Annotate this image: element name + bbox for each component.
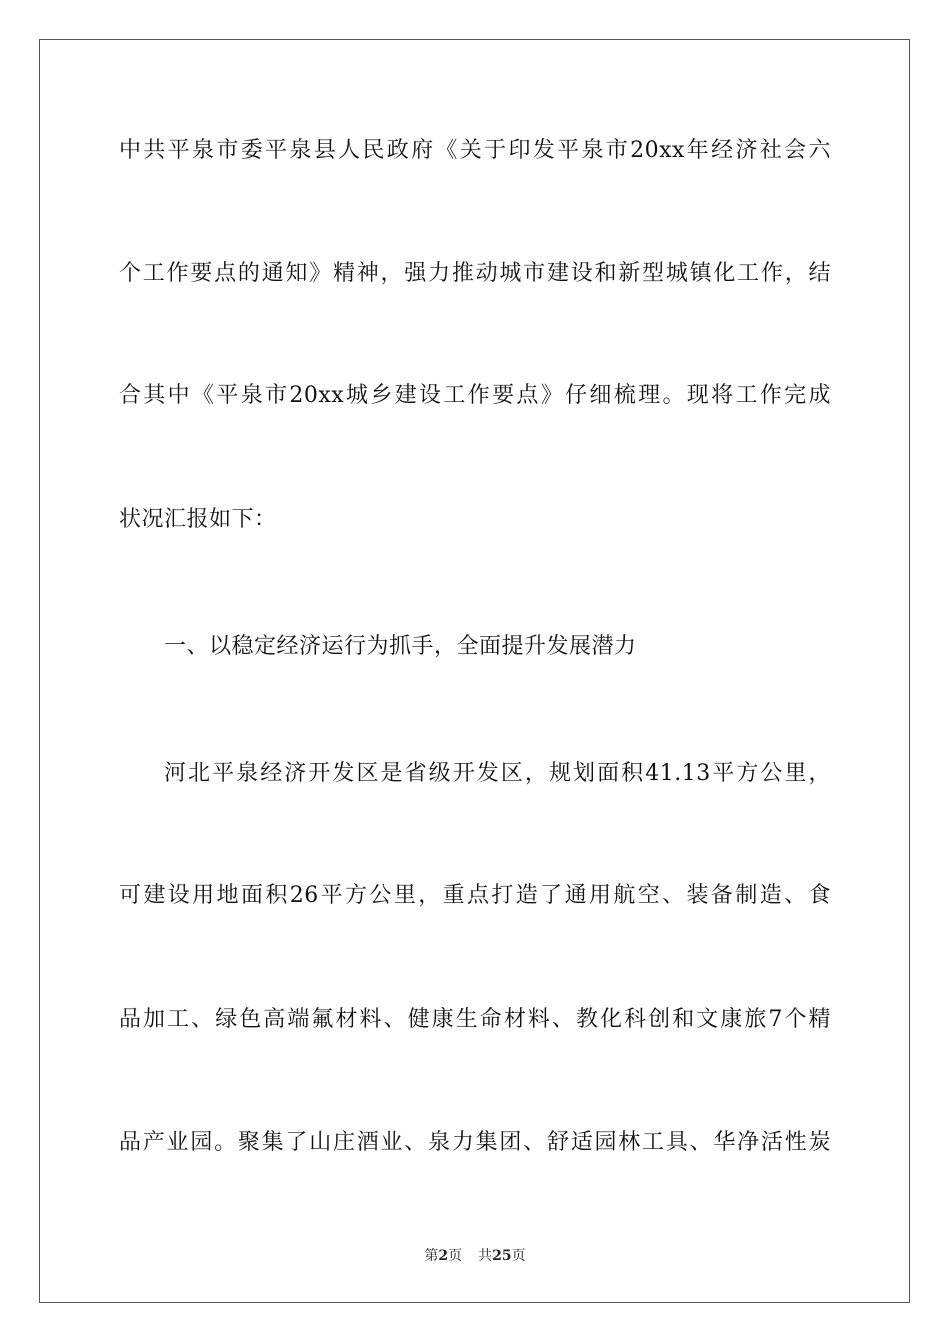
footer-page-suffix: 页: [448, 1248, 463, 1264]
body-text-line-8: 品加工、绿色高端氟材料、健康生命材料、教化科创和文康旅7个精: [119, 1007, 831, 1032]
footer-page-number: 2: [438, 1248, 449, 1264]
body-text-line-2: 个工作要点的通知》精神，强力推动城市建设和新型城镇化工作，结: [119, 261, 831, 286]
body-text-line-9: 品产业园。聚集了山庄酒业、泉力集团、舒适园林工具、华净活性炭: [119, 1130, 831, 1155]
body-text-line-1: 中共平泉市委平泉县人民政府《关于印发平泉市20xx年经济社会六: [119, 138, 831, 163]
body-text-line-6: 河北平泉经济开发区是省级开发区，规划面积41.13平方公里，: [164, 761, 831, 786]
page-footer: [0, 1247, 950, 1265]
body-text-line-7: 可建设用地面积26平方公里，重点打造了通用航空、装备制造、食: [119, 883, 831, 908]
page-border: [39, 39, 910, 1303]
body-text-line-3: 合其中《平泉市20xx城乡建设工作要点》仔细梳理。现将工作完成: [119, 383, 831, 408]
section-heading: 一、以稳定经济运行为抓手，全面提升发展潜力: [164, 634, 637, 659]
footer-total-prefix: 共: [478, 1248, 493, 1264]
footer-page-prefix: 第: [424, 1248, 439, 1264]
footer-total-suffix: 页: [511, 1248, 526, 1264]
body-text-line-4: 状况汇报如下：: [119, 507, 277, 532]
footer-total-pages: 25: [492, 1248, 512, 1264]
